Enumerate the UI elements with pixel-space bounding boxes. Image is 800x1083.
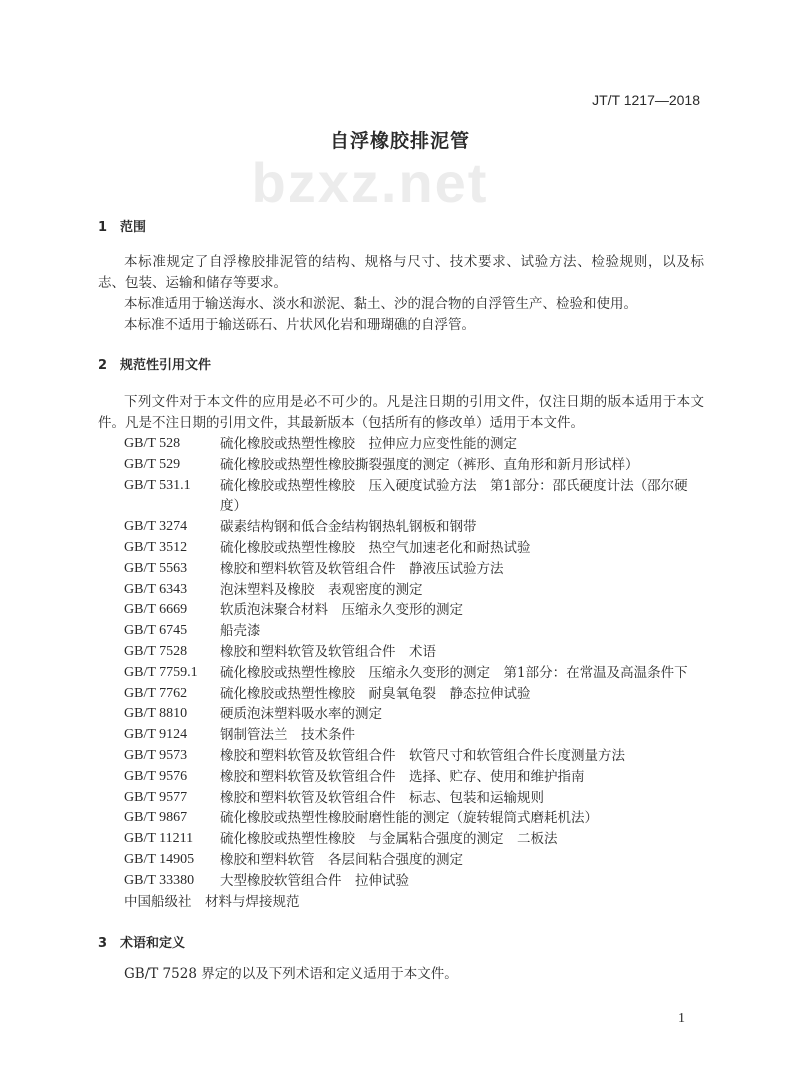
section-number: 1 [98,220,108,235]
reference-item [124,704,704,725]
section-number: 2 [98,358,108,373]
reference-code: GB/T 11211 [124,831,194,847]
reference-title: 硬质泡沫塑料吸水率的测定 [220,706,382,723]
section-2-heading [98,356,704,376]
reference-item [124,684,704,705]
reference-item [124,559,704,580]
reference-title: 橡胶和塑料软管 各层间粘合强度的测定 [220,851,463,868]
reference-code: GB/T 9577 [124,789,188,805]
section-title: 范围 [120,220,147,235]
reference-item [124,434,704,455]
reference-code: GB/T 9576 [124,768,188,784]
reference-code: GB/T 9867 [124,810,188,826]
reference-item [124,808,704,829]
reference-item [124,871,704,892]
reference-item [124,642,704,663]
reference-title: 硫化橡胶或热塑性橡胶 压入硬度试验方法 第1部分：邵氏硬度计法（邵尔硬度） [220,477,688,515]
reference-list [124,434,704,912]
section-1-heading [98,218,704,238]
reference-item [124,663,704,684]
reference-code: GB/T 3512 [124,539,188,555]
reference-title: 硫化橡胶或热塑性橡胶 压缩永久变形的测定 第1部分：在常温及高温条件下 [220,664,688,681]
reference-title: 橡胶和塑料软管及软管组合件 软管尺寸和软管组合件长度测量方法 [220,747,625,764]
reference-title: 硫化橡胶或热塑性橡胶撕裂强度的测定（裤形、直角形和新月形试样） [220,456,639,473]
reference-title: 碳素结构钢和低合金结构钢热轧钢板和钢带 [220,519,477,536]
reference-item [124,725,704,746]
reference-item [124,767,704,788]
reference-code: GB/T 7528 [124,643,188,659]
reference-item [124,829,704,850]
reference-code: GB/T 8810 [124,706,188,722]
reference-code: GB/T 529 [124,456,181,472]
reference-code: GB/T 14905 [124,851,195,867]
reference-code: GB/T 7759.1 [124,664,198,680]
reference-code: GB/T 33380 [124,872,195,888]
reference-item [124,538,704,559]
document-number: JT/T 1217—2018 [592,92,700,108]
reference-title: 硫化橡胶或热塑性橡胶 与金属粘合强度的测定 二板法 [220,831,558,848]
section-3-heading [98,934,704,954]
scope-paragraph-2: 本标准适用于输送海水、淡水和淤泥、黏土、沙的混合物的自浮管生产、检验和使用。 [124,296,637,312]
reference-code: GB/T 3274 [124,519,188,535]
reference-item [124,746,704,767]
reference-title: 橡胶和塑料软管及软管组合件 标志、包装和运输规则 [220,789,544,806]
reference-item [124,600,704,621]
reference-code: GB/T 9124 [124,727,188,743]
page-number: 1 [678,1011,685,1026]
reference-code: GB/T 5563 [124,560,188,576]
reference-title: 橡胶和塑料软管及软管组合件 选择、贮存、使用和维护指南 [220,768,585,785]
reference-title: 硫化橡胶或热塑性橡胶 拉伸应力应变性能的测定 [220,436,517,452]
reference-code: GB/T 6343 [124,581,188,597]
terms-intro: GB/T 7528 界定的以及下列术语和定义适用于本文件。 [124,966,458,983]
watermark: bzxz.net [251,151,489,214]
document-body [98,218,704,985]
reference-item [124,476,704,518]
reference-code: GB/T 6745 [124,623,188,639]
reference-title: 橡胶和塑料软管及软管组合件 静液压试验方法 [220,560,504,577]
reference-code: GB/T 9573 [124,747,188,763]
reference-item [124,788,704,809]
reference-code: GB/T 6669 [124,602,188,618]
section-title: 术语和定义 [120,936,186,952]
reference-code: GB/T 531.1 [124,477,191,493]
reference-item [124,621,704,642]
reference-code: GB/T 528 [124,436,181,451]
reference-item [124,455,704,476]
reference-title: 大型橡胶软管组合件 拉伸试验 [220,872,409,889]
reference-item [124,580,704,601]
reference-title: 硫化橡胶或热塑性橡胶 耐臭氧龟裂 静态拉伸试验 [220,685,531,702]
reference-title: 橡胶和塑料软管及软管组合件 术语 [220,643,436,660]
scope-paragraph-3: 本标准不适用于输送砾石、片状风化岩和珊瑚礁的自浮管。 [124,317,475,333]
reference-title: 硫化橡胶或热塑性橡胶 热空气加速老化和耐热试验 [220,539,531,556]
references-intro: 下列文件对于本文件的应用是必不可少的。凡是注日期的引用文件，仅注日期的版本适用于本文件。凡是不注日期的引用文件，其最新版本（包括所有的修改单）适用于本文件。 [98,394,704,431]
reference-item [124,517,704,538]
reference-title: 硫化橡胶或热塑性橡胶耐磨性能的测定（旋转辊筒式磨耗机法） [220,810,598,827]
reference-item: 中国船级社 材料与焊接规范 [124,893,300,910]
reference-title: 泡沫塑料及橡胶 表观密度的测定 [220,581,423,598]
page-header [0,128,800,212]
page-title: 自浮橡胶排泥管 [329,130,470,152]
reference-title: 钢制管法兰 技术条件 [220,727,355,744]
reference-code: GB/T 7762 [124,685,188,701]
reference-item [124,850,704,871]
reference-title: 船壳漆 [220,623,261,640]
scope-paragraph-1: 本标准规定了自浮橡胶排泥管的结构、规格与尺寸、技术要求、试验方法、检验规则，以及标志、包装、运输和储存等要求。 [98,254,704,291]
section-number: 3 [98,936,108,952]
section-title: 规范性引用文件 [120,358,212,373]
reference-title: 软质泡沫聚合材料 压缩永久变形的测定 [220,602,463,619]
